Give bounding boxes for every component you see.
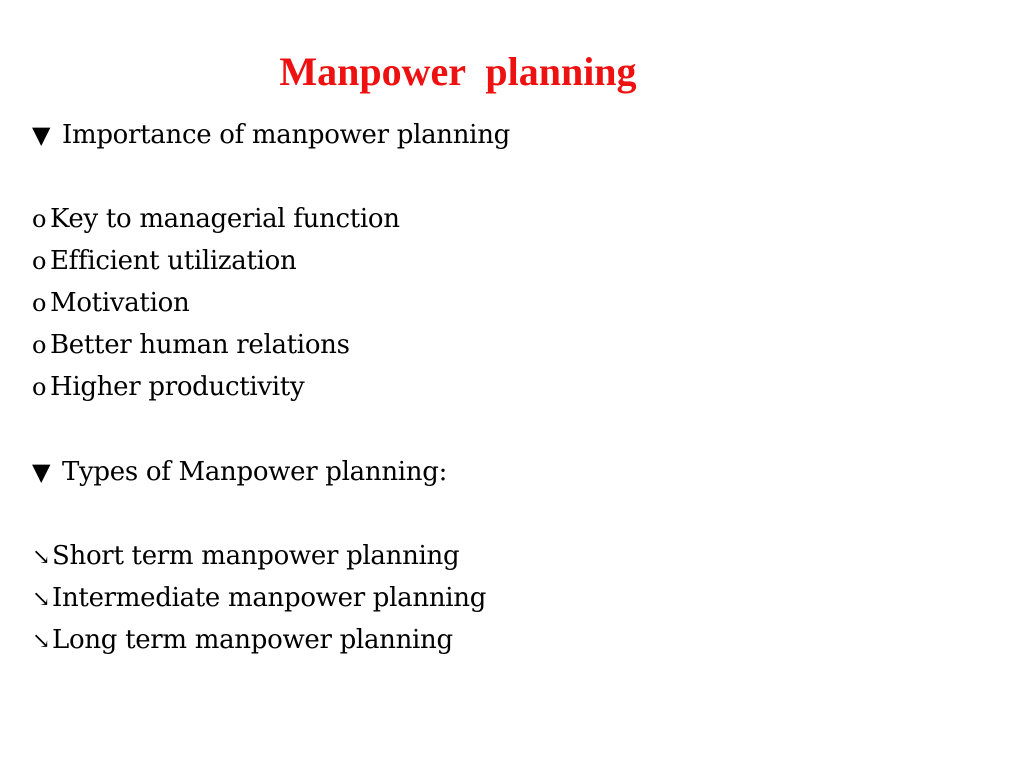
list-item: [32, 244, 296, 278]
list-item: [32, 202, 400, 236]
list-item: [32, 539, 459, 575]
circle-bullet-icon: o: [32, 205, 47, 233]
list-item-label: Long term manpower planning: [52, 625, 453, 655]
list-item-label: Key to managerial function: [50, 204, 400, 234]
list-item-label: Short term manpower planning: [52, 541, 460, 571]
list-item: [32, 370, 304, 404]
arrow-down-right-icon: ↘: [32, 587, 51, 612]
list-item-label: Higher productivity: [50, 372, 305, 402]
list-item-label: Intermediate manpower planning: [52, 583, 487, 613]
arrow-down-right-icon: ↘: [32, 545, 51, 570]
list-item: [32, 328, 350, 362]
circle-bullet-icon: o: [32, 289, 47, 317]
section-heading-types: [32, 455, 447, 489]
section-heading-label: Importance of manpower planning: [62, 120, 510, 150]
arrow-down-right-icon: ↘: [32, 629, 51, 654]
slide-title: Manpower planning: [279, 49, 637, 94]
triangle-down-icon: ▼: [32, 121, 51, 149]
list-item-label: Motivation: [50, 288, 190, 318]
list-item: [32, 581, 486, 617]
circle-bullet-icon: o: [32, 373, 47, 401]
list-item-label: Efficient utilization: [50, 246, 297, 276]
section-heading-importance: [32, 118, 510, 152]
triangle-down-icon: ▼: [32, 458, 51, 486]
circle-bullet-icon: o: [32, 331, 47, 359]
list-item-label: Better human relations: [50, 330, 350, 360]
section-heading-label: Types of Manpower planning:: [62, 457, 448, 487]
list-item: [32, 286, 189, 320]
circle-bullet-icon: o: [32, 247, 47, 275]
list-item: [32, 623, 453, 659]
